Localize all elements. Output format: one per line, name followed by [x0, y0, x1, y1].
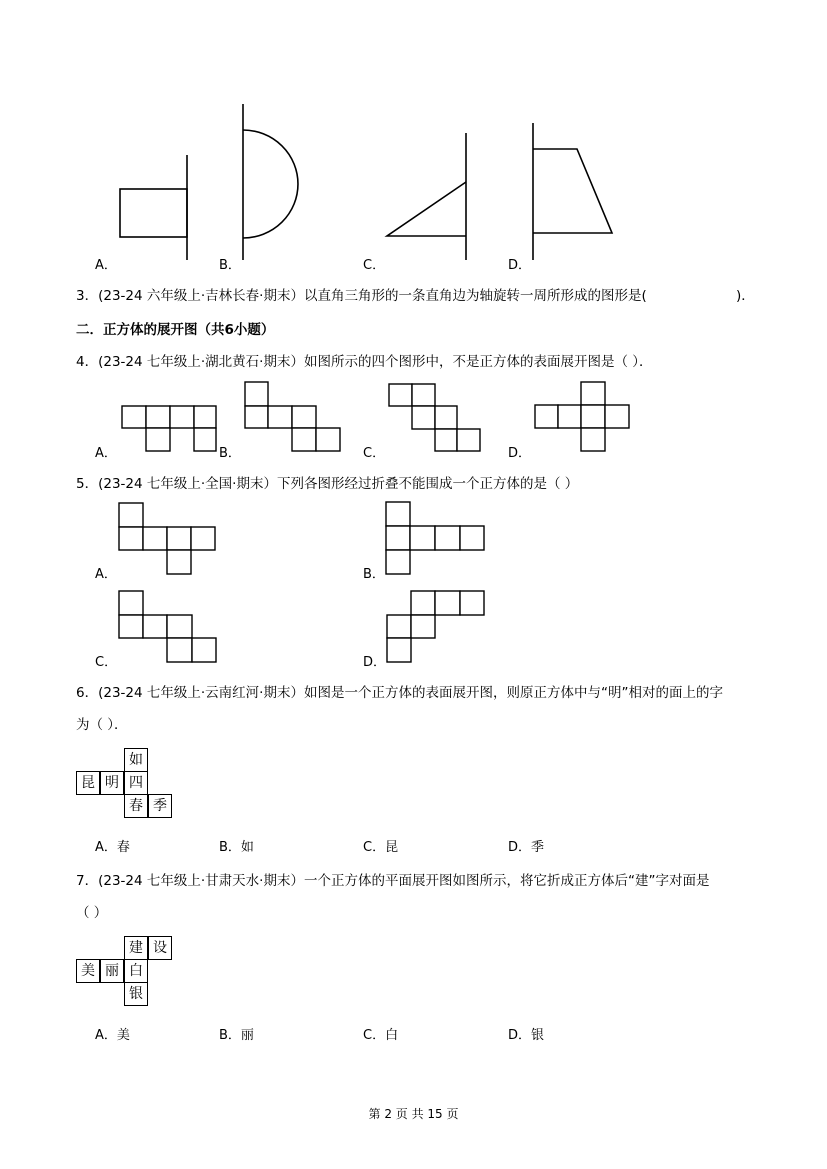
q6-cell-chun: 春 — [124, 794, 148, 818]
q6-cell-kun: 昆 — [76, 771, 100, 795]
q7-option-c: C．白 — [363, 1028, 399, 1043]
q6-option-c: C．昆 — [363, 840, 399, 855]
q7-text-line2: （ ） — [76, 905, 108, 921]
q2-option-d-label: D． — [508, 258, 532, 273]
q7-option-d: D．银 — [508, 1028, 545, 1043]
q7-cell-mei: 美 — [76, 959, 100, 983]
q7-cell-jian: 建 — [124, 936, 148, 960]
q5-text: 5．(23-24 七年级上·全国·期末）下列各图形经过折叠不能围成一个正方体的是（ ） — [76, 476, 579, 492]
q7-cell-she: 设 — [148, 936, 172, 960]
q6-cell-ru: 如 — [124, 748, 148, 772]
q7-option-b: B．丽 — [219, 1028, 254, 1043]
q7-cell-li: 丽 — [100, 959, 124, 983]
q7-option-a: A．美 — [95, 1028, 130, 1043]
q5-net-c — [119, 591, 216, 662]
q6-cell-ming: 明 — [100, 771, 124, 795]
q4-option-b-label: B． — [219, 446, 241, 461]
q5-net-a — [119, 503, 215, 574]
q6-cell-ji: 季 — [148, 794, 172, 818]
q5-net-b — [386, 502, 484, 574]
q6-option-d: D．季 — [508, 840, 545, 855]
q7-text-line1: 7．(23-24 七年级上·甘肃天水·期末）一个正方体的平面展开图如图所示，将它折成正方体后“建”字对面是 — [76, 873, 710, 889]
q2-option-c-label: C． — [363, 258, 386, 273]
q5-option-b-label: B． — [363, 567, 385, 582]
q4-option-d-label: D． — [508, 446, 532, 461]
q2-option-b-label: B． — [219, 258, 241, 273]
q5-option-d-label: D． — [363, 655, 387, 670]
q3-close: )． — [736, 288, 755, 304]
q5-option-c-label: C． — [95, 655, 118, 670]
q6-option-a: A．春 — [95, 840, 130, 855]
q7-cell-yin: 银 — [124, 982, 148, 1006]
q6-text-line2: 为（ ）． — [76, 717, 128, 733]
q4-option-c-label: C． — [363, 446, 386, 461]
q5-net-d — [387, 591, 484, 662]
section-heading: 二．正方体的展开图（共6小题） — [76, 322, 275, 338]
q3-text: 3．(23-24 六年级上·吉林长春·期末）以直角三角形的一条直角边为轴旋转一周所形成的图形是( — [76, 288, 647, 304]
q4-text: 4．(23-24 七年级上·湖北黄石·期末）如图所示的四个图形中，不是正方体的表面展开图是（ ）． — [76, 354, 653, 370]
q5-option-a-label: A． — [95, 567, 117, 582]
q2-option-a-label: A． — [95, 258, 117, 273]
q4-option-a-label: A． — [95, 446, 117, 461]
q7-cell-bai: 白 — [124, 959, 148, 983]
q6-text-line1: 6．(23-24 七年级上·云南红河·期末）如图是一个正方体的表面展开图，则原正方体中与“明”相对的面上的字 — [76, 685, 723, 701]
q6-option-b: B．如 — [219, 840, 254, 855]
page-footer: 第 2 页 共 15 页 — [368, 1107, 459, 1121]
q6-cell-si: 四 — [124, 771, 148, 795]
